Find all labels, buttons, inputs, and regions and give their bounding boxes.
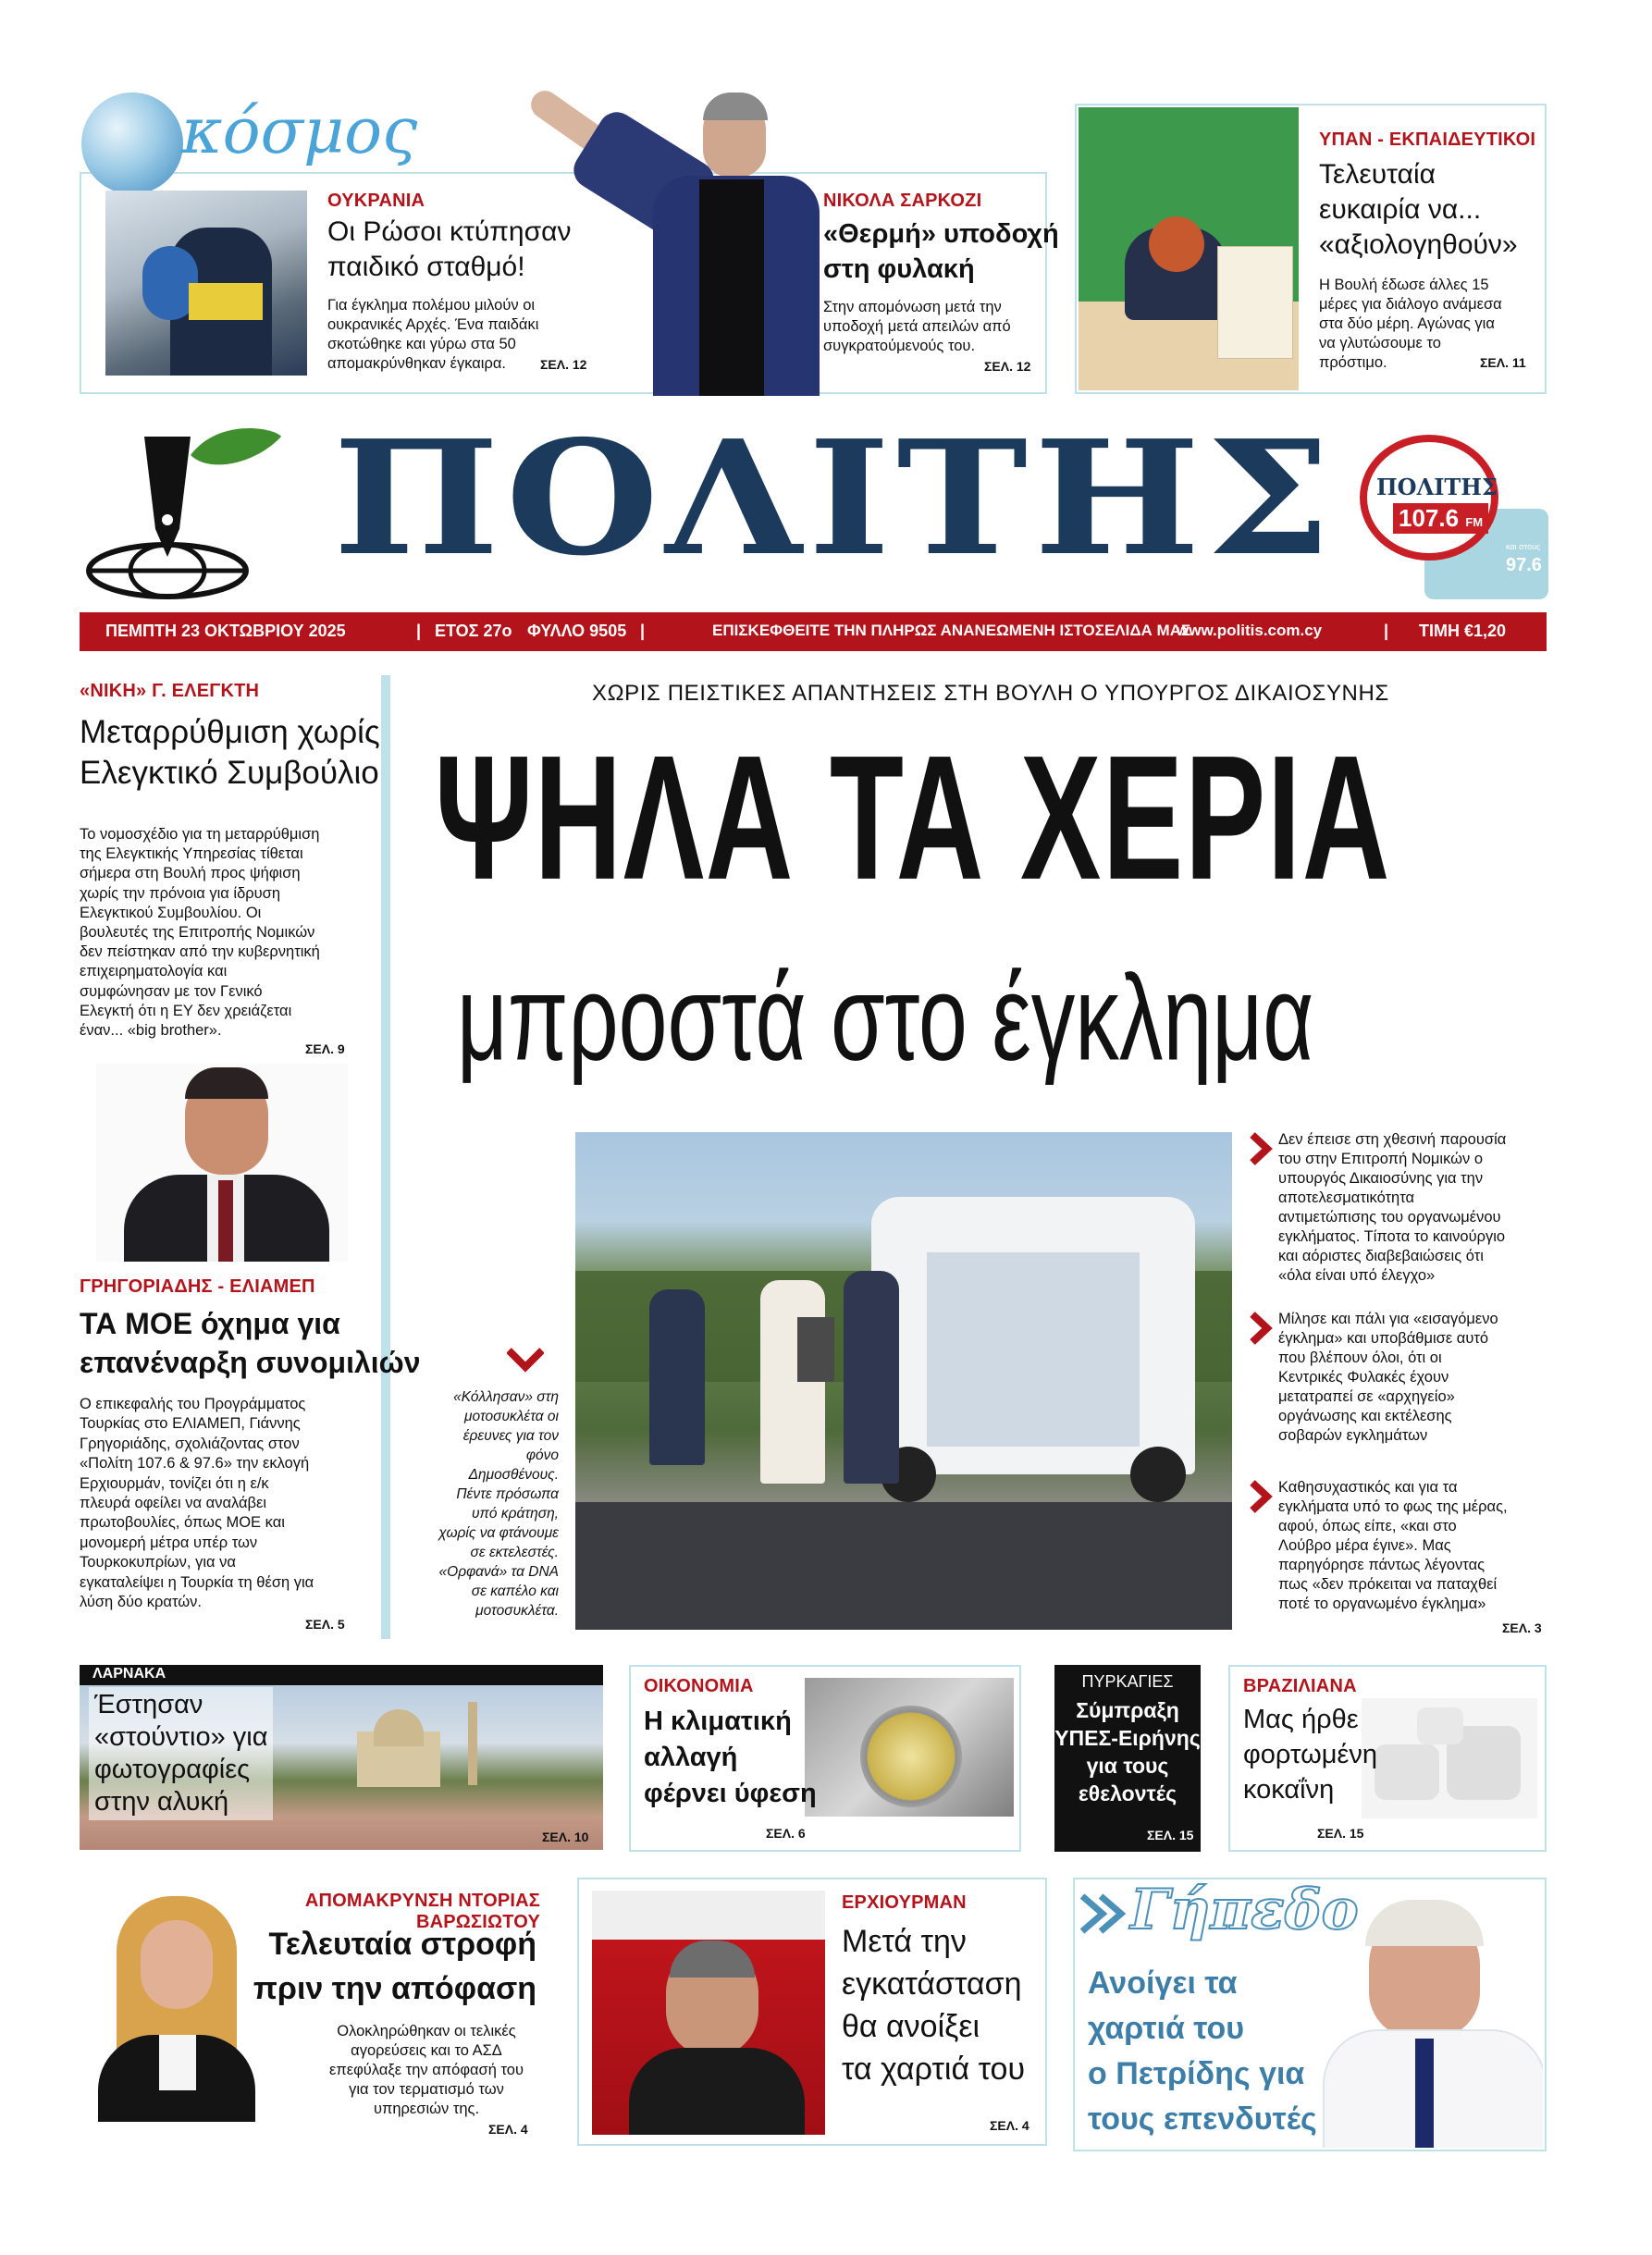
erhurman-photo (592, 1891, 825, 2135)
vraziliana-kicker: ΒΡΑΖΙΛΙΑΝΑ (1243, 1676, 1357, 1696)
bullet-3-chevron-icon (1249, 1480, 1273, 1513)
sarkozy-body: Στην απομόνωση μετά την υποδοχή μετά απειλών από συγκρατούμενούς του. (823, 299, 1011, 354)
varosiotou-kicker: ΑΠΟΜΑΚΡΥΝΣΗ ΝΤΟΡΙΑΣ ΒΑΡΩΣΙΩΤΟΥ (304, 1891, 540, 1932)
ypan-photo (1079, 107, 1299, 390)
pen-globe-logo (80, 418, 283, 599)
radio-frequency-2: 97.6 (1506, 555, 1542, 575)
pyrkagies-title: Σύμπραξη ΥΠΕΣ-Ειρήνης για τους εθελοντές (1054, 1698, 1201, 1805)
dateline-price: ΤΙΜΗ €1,20 (1419, 622, 1507, 640)
grigoriadis-title: ΤΑ ΜΟΕ όχημα για επανέναρξη συνομιλιών (80, 1307, 421, 1379)
dateline-url[interactable]: www.politis.com.cy (1177, 622, 1323, 639)
larnaka-ref: ΣΕΛ. 10 (542, 1830, 589, 1844)
dateline-sep-1: | (416, 622, 422, 640)
niki-ref: ΣΕΛ. 9 (305, 1041, 345, 1056)
vraziliana-ref: ΣΕΛ. 15 (1317, 1826, 1364, 1841)
gipedo-title: Ανοίγει τα χαρτιά του ο Πετρίδης για τους επενδυτές (1088, 1965, 1317, 2137)
dateline-issue: ΦΥΛΛΟ 9505 (527, 622, 627, 640)
globe-icon (81, 92, 183, 194)
dateline-sep-3: | (1384, 622, 1389, 640)
niki-body: Το νομοσχέδιο για τη μεταρρύθμιση της Ελεγκτικής Υπηρεσίας τίθεται σήμερα στη Βουλή προς ψήφιση χωρίς την πρόνοια για ίδρυση Ελεγκτικού Συμβουλίου. Οι βουλευτές της Επιτροπής Νομικών δεν πείστηκαν από την κυβερνητική επιχειρηματολογία και συμφώνησαν με τον Γενικό Ελεγκτή ότι η ΕΥ δεν χρειάζεται έναν... «big brother». (80, 826, 320, 1040)
ukraine-body: Για έγκλημα πολέμου μιλούν οι ουκρανικές Αρχές. Ένα παιδάκι σκοτώθηκε και γύρω στα 50 απομακρύνθηκαν έγκαιρα. (327, 297, 539, 372)
dateline-date: ΠΕΜΠΤΗ 23 ΟΚΤΩΒΡΙΟΥ 2025 (105, 622, 346, 640)
pyrkagies-ref: ΣΕΛ. 15 (1147, 1828, 1194, 1842)
lead-overline: ΧΩΡΙΣ ΠΕΙΣΤΙΚΕΣ ΑΠΑΝΤΗΣΕΙΣ ΣΤΗ ΒΟΥΛΗ Ο ΥΠΟΥΡΓΟΣ ΔΙΚΑΙΟΣΥΝΗΣ (592, 681, 1389, 706)
grigoriadis-photo (96, 1064, 348, 1262)
ukraine-photo (105, 191, 307, 376)
caption-chevron-icon (507, 1347, 544, 1373)
lead-ref: ΣΕΛ. 3 (1502, 1620, 1542, 1635)
masthead-title: ΠΟΛΙΤΗΣ (333, 406, 1338, 591)
dateline-sep-2: | (640, 622, 646, 640)
lead-caption: «Κόλλησαν» στη μοτοσυκλέτα οι έρευνες για τον φόνο Δημοσθένους. Πέντε πρόσωπα υπό κράτηση, χωρίς να φτάνουμε σε εκτελεστές. «Ορφανά» τα DNA σε καπέλο και μοτοσυκλέτα. (438, 1389, 559, 1619)
oikonomia-kicker: ΟΙΚΟΝΟΜΙΑ (644, 1676, 754, 1696)
dateline-year: ΕΤΟΣ 27ο (435, 622, 512, 640)
bullet-1-chevron-icon (1249, 1132, 1273, 1165)
lead-photo (575, 1132, 1232, 1630)
vraziliana-title: Μας ήρθε φορτωμένη κοκαΐνη (1243, 1705, 1377, 1805)
larnaka-kicker: ΛΑΡΝΑΚΑ (92, 1666, 166, 1682)
sarkozy-photo (496, 87, 820, 396)
radio-name: ΠΟΛΙΤΗΣ (1376, 474, 1498, 500)
dateline-visit: ΕΠΙΣΚΕΦΘΕΙΤΕ ΤΗΝ ΠΛΗΡΩΣ ΑΝΑΝΕΩΜΕΝΗ ΙΣΤΟΣΕΛΙΔΑ ΜΑΣ (712, 622, 1191, 639)
bullet-1-text: Δεν έπεισε στη χθεσινή παρουσία του στην Επιτροπή Νομικών ο υπουργός Δικαιοσύνης για την αποτελεσματικότητα αντιμετώπισης του οργανωμένου εγκλήματος. Τίποτα το καινούργιο και αόριστες διαβεβαιώσεις ότι «όλα είναι υπό έλεγχο» (1278, 1131, 1507, 1284)
ukraine-kicker: ΟΥΚΡΑΝΙΑ (327, 191, 425, 211)
sarkozy-title: «Θερμή» υποδοχή στη φυλακή (823, 219, 1059, 284)
gipedo-arrows-icon (1079, 1891, 1130, 1937)
erhurman-title: Μετά την εγκατάσταση θα ανοίξει τα χαρτιά του (842, 1924, 1026, 2087)
ypan-ref: ΣΕΛ. 11 (1480, 355, 1526, 370)
varosiotou-title: Τελευταία στροφή πριν την απόφαση (253, 1927, 536, 2006)
vraziliana-photo (1362, 1698, 1537, 1818)
bullet-2-chevron-icon (1249, 1312, 1273, 1345)
erhurman-ref: ΣΕΛ. 4 (990, 2118, 1029, 2133)
oikonomia-ref: ΣΕΛ. 6 (766, 1826, 806, 1841)
ukraine-ref: ΣΕΛ. 12 (540, 357, 587, 372)
grigoriadis-ref: ΣΕΛ. 5 (305, 1617, 345, 1632)
oikonomia-title: Η κλιματική αλλαγή φέρνει ύφεση (644, 1707, 817, 1808)
sarkozy-ref: ΣΕΛ. 12 (984, 359, 1031, 374)
larnaka-title: Έστησαν «στούντιο» για φωτογραφίες στην αλυκή (89, 1687, 273, 1820)
grigoriadis-kicker: ΓΡΗΓΟΡΙΑΔΗΣ - ΕΛΙΑΜΕΠ (80, 1276, 315, 1297)
niki-title: Μεταρρύθμιση χωρίς Ελεγκτικό Συμβούλιο (80, 714, 380, 791)
bullet-2-text: Μίλησε και πάλι για «εισαγόμενο έγκλημα» και υποβάθμισε αυτό που βλέπουν όλοι, ότι οι Κεντρικές Φυλακές έχουν μετατραπεί σε «αρχηγείο» οργάνωσης και εκτέλεσης σοβαρών εγκλημάτων (1278, 1311, 1498, 1444)
radio-frequency: 107.6 (1399, 504, 1460, 532)
ukraine-title: Οι Ρώσοι κτύπησαν παιδικό σταθμό! (327, 216, 572, 282)
varosiotou-body: Ολοκληρώθηκαν οι τελικές αγορεύσεις και το ΑΣΔ επεφύλαξε την απόφασή του για τον τερματισμό των υπηρεσιών της. (329, 2023, 524, 2117)
lead-headline: ΨΗΛΑ ΤΑ ΧΕΡΙΑ (435, 718, 1391, 917)
erhurman-kicker: ΕΡΧΙΟΥΡΜΑΝ (842, 1892, 967, 1913)
ypan-kicker: ΥΠΑΝ - ΕΚΠΑΙΔΕΥΤΙΚΟΙ (1319, 129, 1536, 150)
gipedo-label: Γήπεδο (1130, 1878, 1359, 1942)
ypan-body: Η Βουλή έδωσε άλλες 15 μέρες για διάλογο ανάμεσα στα δύο μέρη. Αγώνας για να γλυτώσουμε το πρόστιμο. (1319, 277, 1502, 371)
varosiotou-ref: ΣΕΛ. 4 (488, 2122, 528, 2137)
sarkozy-kicker: ΝΙΚΟΛΑ ΣΑΡΚΟΖΙ (823, 191, 982, 211)
world-section-label: κόσμος (181, 95, 418, 168)
bullet-3-text: Καθησυχαστικός και για τα εγκλήματα υπό το φως της μέρας, αφού, όπως είπε, «και στο Λούβρο μέρα έγινε». Μας παρηγόρησε πάντως λέγοντας πως «δεν πρόκειται να παταχθεί ποτέ το οργανωμένο έγκλημα» (1278, 1479, 1508, 1612)
ypan-title: Τελευταία ευκαιρία να... «αξιολογηθούν» (1319, 159, 1518, 260)
niki-kicker: «ΝΙΚΗ» Γ. ΕΛΕΓΚΤΗ (80, 681, 260, 701)
radio-fm: FM (1465, 515, 1484, 529)
pyrkagies-kicker: ΠΥΡΚΑΓΙΕΣ (1081, 1672, 1174, 1691)
radio-small-label: και στους (1506, 542, 1541, 551)
radio-badge (1360, 435, 1548, 599)
oikonomia-photo (805, 1678, 1014, 1817)
lead-subhead: μπροστά στο έγκλημα (457, 949, 1314, 1086)
left-column-divider (381, 675, 390, 1639)
grigoriadis-body: Ο επικεφαλής του Προγράμματος Τουρκίας στο ΕΛΙΑΜΕΠ, Γιάννης Γρηγοριάδης, σχολιάζοντας στον «Πολίτη 107.6 & 97.6» την εκλογή Ερχιουρμάν, τονίζει ότι η ε/κ πλευρά οφείλει να αναλάβει πρωτοβουλίες, όπως ΜΟΕ και μονομερή μέτρα υπέρ των Τουρκοκυπρίων, για να εγκαταλείψει η Τουρκία τη θέση για λύση δύο κρατών. (80, 1396, 314, 1611)
